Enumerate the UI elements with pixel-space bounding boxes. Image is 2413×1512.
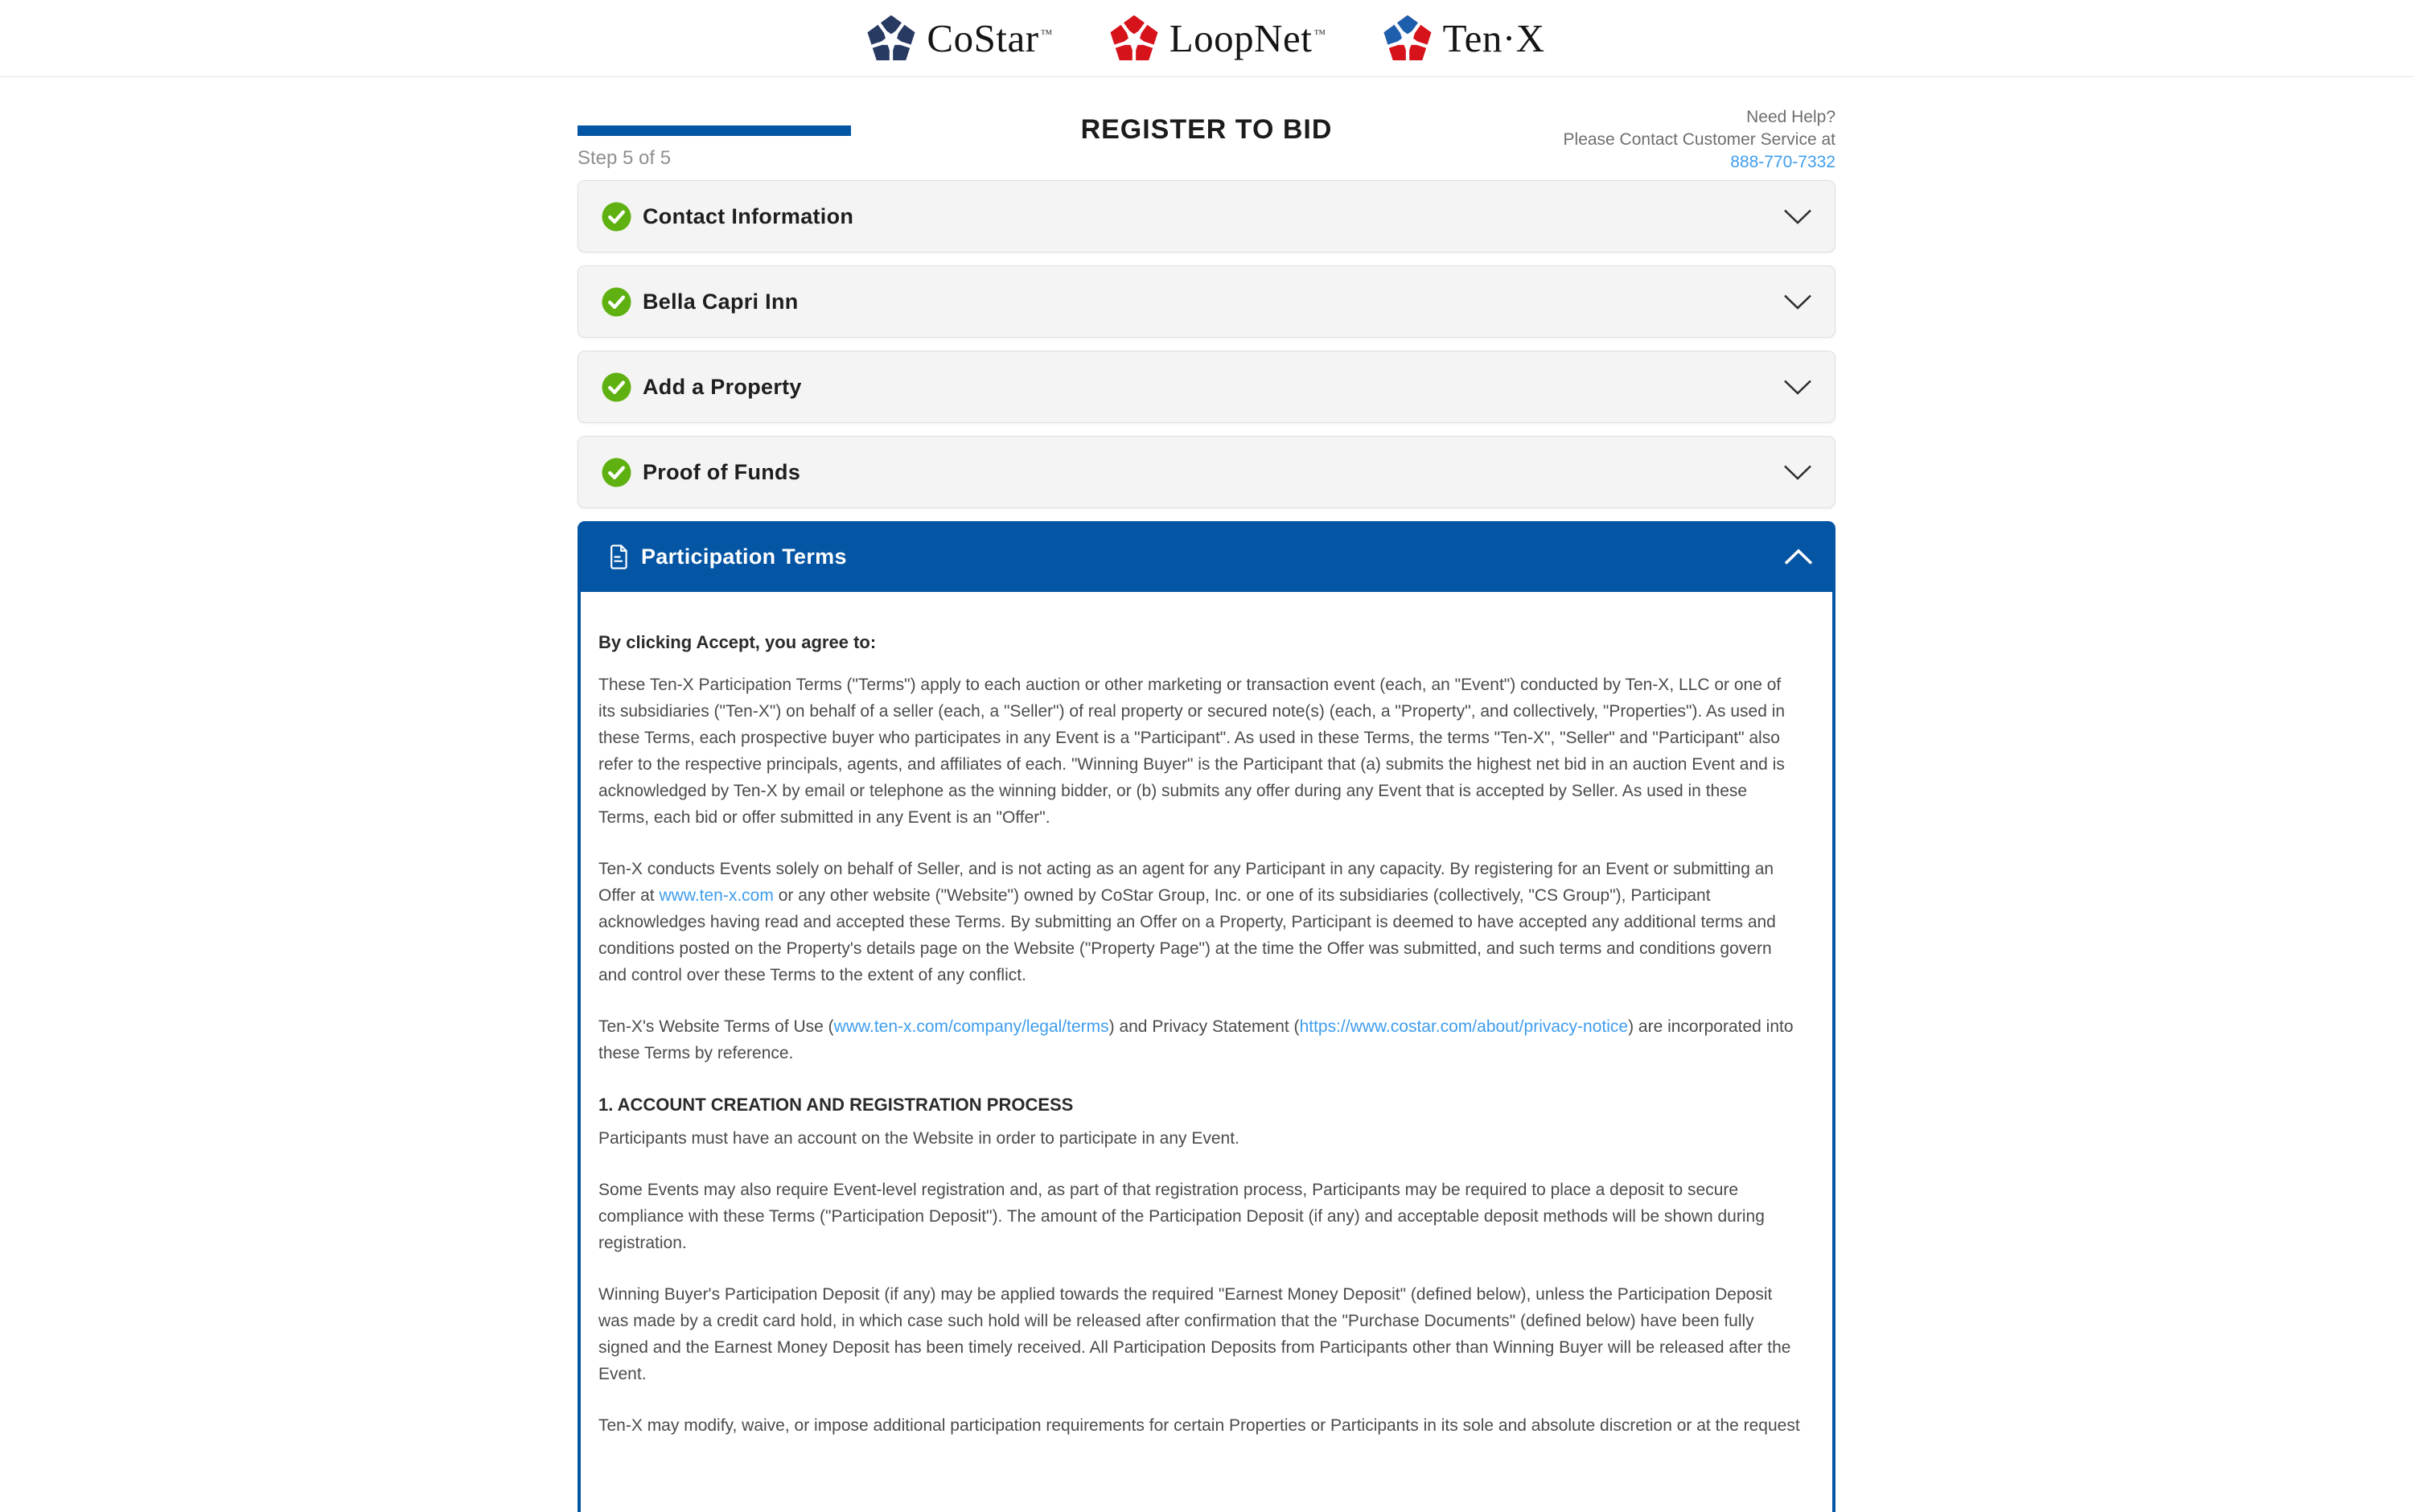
document-icon: [609, 544, 629, 569]
accordion-section-bella-capri-inn[interactable]: [578, 265, 1835, 338]
chevron-down-icon: [1783, 208, 1812, 225]
accordion-section-participation-terms[interactable]: [578, 521, 1835, 592]
step-label: Step 5 of 5: [578, 147, 672, 169]
accordion-section-label: Bella Capri Inn: [643, 289, 799, 314]
terms-section-1-heading: 1. ACCOUNT CREATION AND REGISTRATION PROCESS: [598, 1095, 1074, 1115]
terms-paragraph-5: Some Events may also require Event-level registration and, as part of that registration process, Participants may be required to place a deposit to secure compliance with these Terms ("Participation Deposit"). The amount of the Participation Deposit (if any) and acceptable deposit methods will be shown during registration.: [598, 1181, 1765, 1252]
accordion-section-label: Add a Property: [643, 374, 802, 399]
brand-header: [0, 0, 2413, 77]
terms-paragraph-2: Ten-X conducts Events solely on behalf of Seller, and is not acting as an agent for any Participant in any capacity. By registering for an Event or submitting an Offer at www.ten-x.com or any other website ("Website") owned by CoStar Group, Inc. or one of its subsidiaries (collectively, "CS Group"), Participant acknowledges having read and accepted these Terms. By submitting an Offer on a Property, Participant is deemed to have accepted any additional terms and conditions posted on the Property's details page on the Website ("Property Page") at the time the Offer was submitted, and such terms and conditions govern and control over these Terms to the extent of any conflict.: [598, 860, 1776, 984]
accordion-section-label: Contact Information: [643, 203, 854, 228]
customer-service-phone-link[interactable]: 888-770-7332: [1730, 153, 1835, 171]
registration-accordion: [578, 180, 1835, 1512]
accordion-section-label: Participation Terms: [641, 544, 847, 569]
accordion-section-label: Proof of Funds: [643, 459, 801, 484]
costar-wordmark: CoStar ™: [927, 16, 1053, 60]
terms-paragraph-4: Participants must have an account on the Website in order to participate in any Event.: [598, 1129, 1239, 1148]
help-line-2: Please Contact Customer Service at: [1563, 130, 1835, 149]
check-circle-icon: [602, 202, 631, 232]
check-circle-icon: [602, 458, 631, 487]
tenx-mark-icon: [1383, 14, 1433, 64]
chevron-down-icon: [1783, 294, 1812, 310]
loopnet-logo[interactable]: [1109, 14, 1326, 64]
loopnet-wordmark: LoopNet ™: [1169, 16, 1326, 60]
chevron-up-icon: [1784, 549, 1813, 565]
participation-terms-panel: [578, 521, 1835, 1512]
terms-paragraph-6: Winning Buyer's Participation Deposit (if any) may be applied towards the required "Earnest Money Deposit" (defined below), unless the Participation Deposit was made by a credit card hold, in which case such hold will be released after confirmation that the "Purchase Documents" (defined below) have been fully signed and the Earnest Money Deposit has been timely received. All Participation Deposits from Participants other than Winning Buyer will be released after the Event.: [598, 1285, 1791, 1383]
costar-tm: ™: [1040, 27, 1053, 41]
loopnet-mark-icon: [1109, 14, 1159, 64]
accordion-section-contact-information[interactable]: [578, 180, 1835, 253]
help-block: [1564, 106, 1835, 174]
tenx-logo[interactable]: [1383, 14, 1547, 64]
costar-logo[interactable]: [866, 14, 1052, 64]
costar-mark-icon: [866, 14, 916, 64]
terms-paragraph-3: Ten-X's Website Terms of Use (www.ten-x.com/company/legal/terms) and Privacy Statement (https://www.costar.com/about/privacy-notice) are incorporated into these Terms by reference.: [598, 1017, 1794, 1062]
terms-of-use-link[interactable]: www.ten-x.com/company/legal/terms: [833, 1017, 1109, 1036]
chevron-down-icon: [1783, 379, 1812, 396]
accordion-section-proof-of-funds[interactable]: [578, 436, 1835, 508]
terms-paragraph-1: These Ten-X Participation Terms ("Terms") apply to each auction or other marketing or transaction event (each, an "Event") conducted by Ten-X, LLC or one of its subsidiaries ("Ten-X") on behalf of a seller (each, a "Seller") of real property or secured note(s) (each, a "Property", and collectively, "Properties"). As used in these Terms, each prospective buyer who participates in any Event is a "Participant". As used in these Terms, the terms "Ten-X", "Seller" and "Participant" also refer to the respective principals, agents, and affiliates of each. "Winning Buyer" is the Participant that (a) submits the highest net bid in an auction Event and is acknowledged by Ten-X by email or telephone as the winning bidder, or (b) submits any offer during any Event that is accepted by Seller. As used in these Terms, each bid or offer submitted in any Event is an "Offer".: [598, 676, 1786, 827]
check-circle-icon: [602, 287, 631, 317]
check-circle-icon: [602, 372, 631, 402]
privacy-notice-link[interactable]: https://www.costar.com/about/privacy-notice: [1299, 1017, 1629, 1036]
loopnet-tm: ™: [1313, 27, 1326, 41]
participation-terms-content: [578, 592, 1835, 1512]
terms-intro-heading: By clicking Accept, you agree to:: [598, 632, 877, 652]
tenx-wordmark: Ten·X: [1442, 16, 1545, 60]
terms-paragraph-7: Ten-X may modify, waive, or impose additional participation requirements for certain Properties or Participants in its sole and absolute discretion or at the request: [598, 1416, 1800, 1435]
help-line-1: Need Help?: [1746, 108, 1835, 126]
chevron-down-icon: [1783, 464, 1812, 481]
register-header: [578, 77, 1835, 180]
tenx-website-link[interactable]: www.ten-x.com: [659, 886, 774, 905]
accordion-section-add-a-property[interactable]: [578, 351, 1835, 423]
register-content: [578, 77, 1835, 1512]
page-title: REGISTER TO BID: [1080, 114, 1333, 145]
